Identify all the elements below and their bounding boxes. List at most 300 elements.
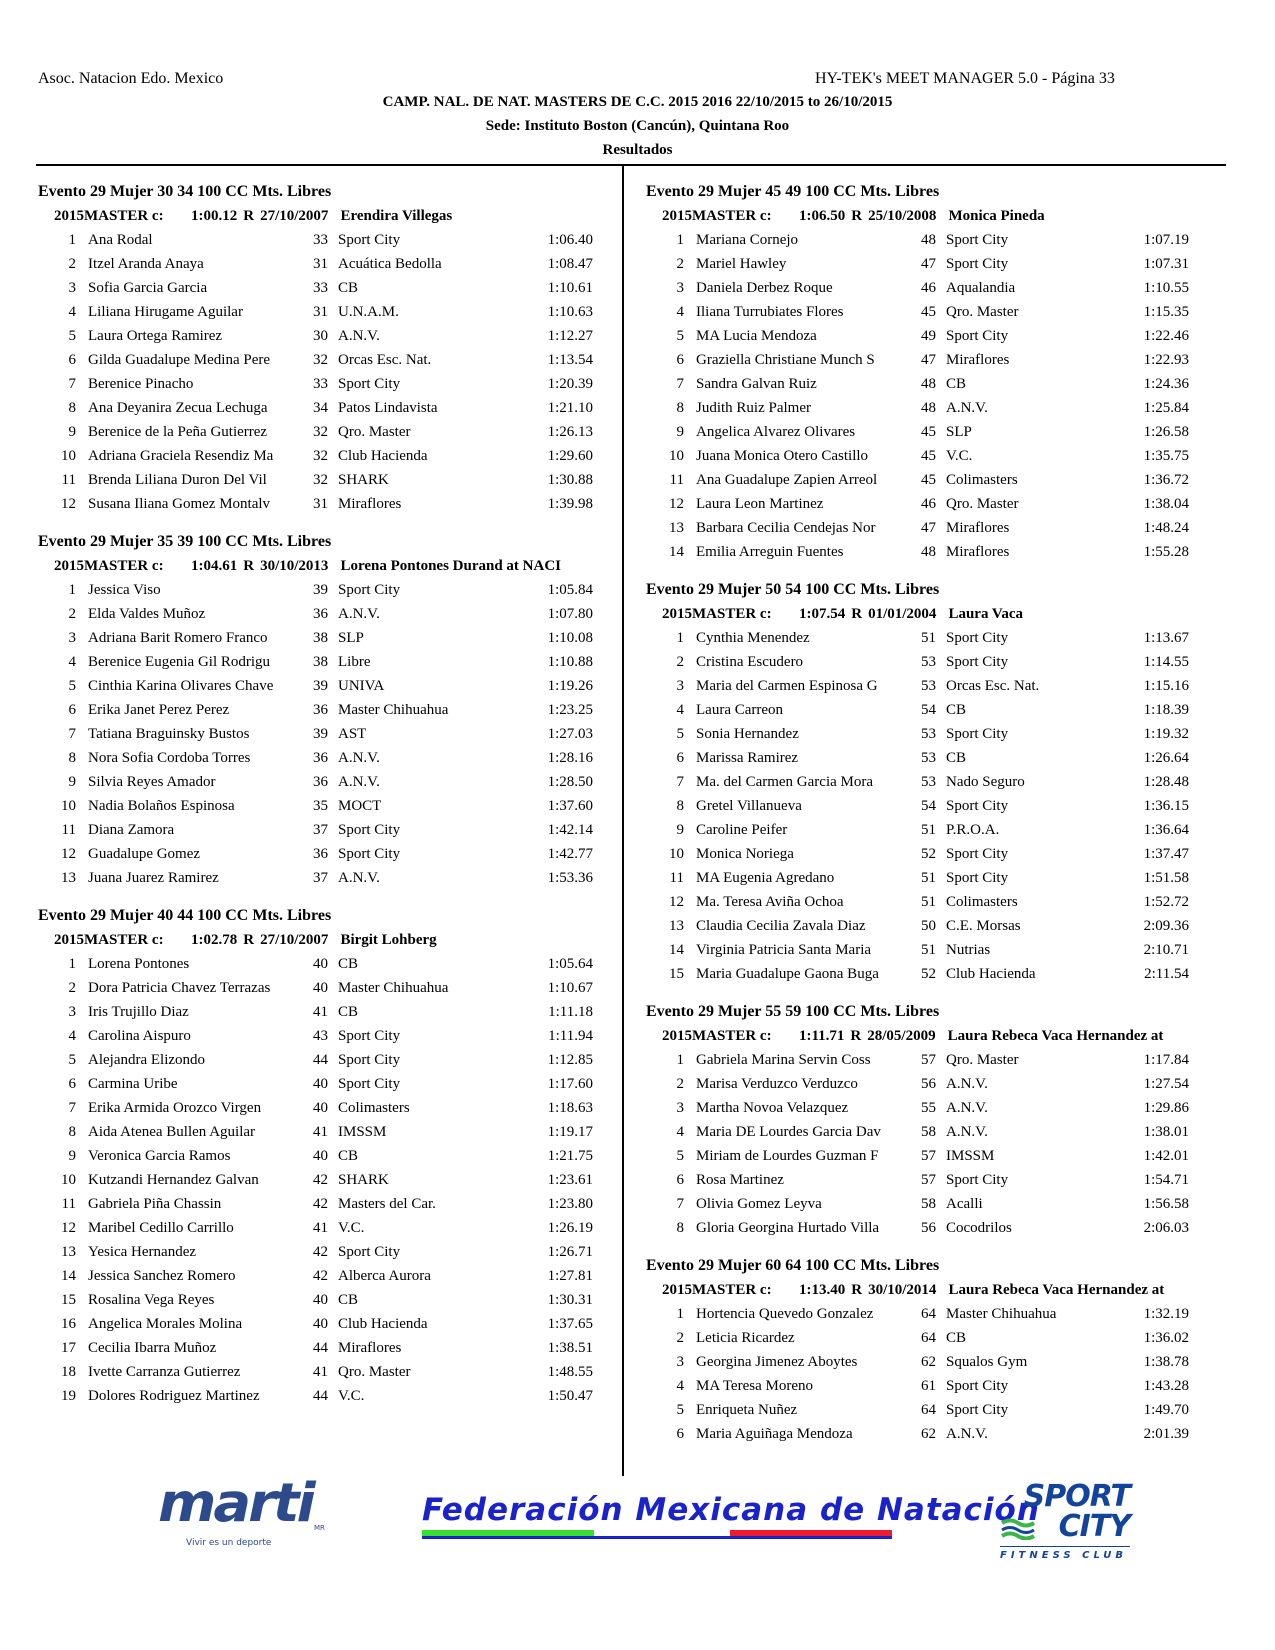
final-time: 1:42.01	[1143, 1148, 1189, 1164]
team: Qro. Master	[946, 1052, 1019, 1068]
team: AST	[338, 726, 367, 742]
swimmer-name: Claudia Cecilia Zavala Diaz	[696, 918, 866, 934]
place: 9	[68, 774, 76, 790]
final-time: 1:17.84	[1143, 1052, 1189, 1068]
place: 3	[676, 280, 684, 296]
age: 35	[313, 798, 328, 814]
age: 51	[921, 942, 936, 958]
record-line	[646, 602, 1216, 626]
swimmer-name: Maria Guadalupe Gaona Buga	[696, 966, 879, 982]
result-row	[646, 746, 1216, 770]
age: 51	[921, 822, 936, 838]
age: 48	[921, 376, 936, 392]
swimmer-name: Alejandra Elizondo	[88, 1052, 206, 1068]
final-time: 1:42.77	[547, 846, 593, 862]
age: 47	[921, 256, 936, 272]
place: 13	[669, 918, 684, 934]
age: 54	[921, 798, 936, 814]
team: MOCT	[338, 798, 382, 814]
age: 34	[313, 400, 328, 416]
swimmer-name: Georgina Jimenez Aboytes	[696, 1354, 858, 1370]
team: A.N.V.	[338, 606, 380, 622]
final-time: 1:08.47	[547, 256, 593, 272]
record-date: 01/01/2004	[868, 606, 937, 622]
fmn-logo	[422, 1492, 1040, 1538]
result-row	[646, 962, 1216, 986]
place: 3	[676, 678, 684, 694]
age: 33	[313, 280, 328, 296]
age: 40	[313, 1292, 328, 1308]
team: Sport City	[338, 376, 401, 392]
swimmer-name: Ana Rodal	[88, 232, 153, 248]
final-time: 1:14.55	[1143, 654, 1189, 670]
result-row	[646, 1350, 1216, 1374]
result-row	[38, 1336, 598, 1360]
place: 12	[61, 496, 76, 512]
place: 7	[676, 376, 684, 392]
team: SLP	[946, 424, 972, 440]
team: A.N.V.	[338, 774, 380, 790]
age: 31	[313, 256, 328, 272]
swimmer-name: Cinthia Karina Olivares Chave	[88, 678, 274, 694]
place: 1	[68, 582, 76, 598]
place: 5	[68, 328, 76, 344]
place: 6	[68, 1076, 76, 1092]
place: 10	[61, 798, 76, 814]
swimmer-name: Berenice Eugenia Gil Rodrigu	[88, 654, 271, 670]
swimmer-name: Erika Janet Perez Perez	[88, 702, 230, 718]
result-row	[646, 914, 1216, 938]
final-time: 1:53.36	[547, 870, 593, 886]
team: A.N.V.	[338, 328, 380, 344]
record-line	[38, 554, 598, 578]
swimmer-name: Laura Carreon	[696, 702, 784, 718]
final-time: 1:36.72	[1143, 472, 1189, 488]
place: 1	[676, 1306, 684, 1322]
record-time: 1:13.40	[799, 1282, 846, 1298]
age: 53	[921, 678, 936, 694]
final-time: 1:15.16	[1143, 678, 1189, 694]
place: 5	[676, 1148, 684, 1164]
swimmer-name: Juana Monica Otero Castillo	[696, 448, 869, 464]
place: 11	[61, 1196, 76, 1212]
final-time: 1:13.67	[1143, 630, 1189, 646]
age: 57	[921, 1052, 936, 1068]
record-line	[646, 204, 1216, 228]
age: 64	[921, 1402, 936, 1418]
result-row	[646, 794, 1216, 818]
marti-tagline: Vivir es un deporte	[186, 1538, 272, 1548]
record-label: 2015MASTER c:	[54, 932, 164, 948]
age: 36	[313, 846, 328, 862]
event-block	[646, 180, 1216, 564]
swimmer-name: Nora Sofia Cordoba Torres	[88, 750, 251, 766]
swimmer-name: Monica Noriega	[696, 846, 794, 862]
final-time: 1:52.72	[1143, 894, 1189, 910]
team: Colimasters	[338, 1100, 410, 1116]
team: Sport City	[946, 726, 1009, 742]
record-date: 27/10/2007	[260, 208, 329, 224]
event-block	[38, 530, 598, 890]
result-row	[38, 324, 598, 348]
age: 62	[921, 1354, 936, 1370]
swimmer-name: Liliana Hirugame Aguilar	[88, 304, 243, 320]
swimmer-name: Susana Iliana Gomez Montalv	[88, 496, 271, 512]
place: 12	[61, 1220, 76, 1236]
place: 4	[676, 1124, 684, 1140]
team: U.N.A.M.	[338, 304, 399, 320]
team: Miraflores	[338, 1340, 402, 1356]
record-holder: Laura Rebeca Vaca Hernandez at	[947, 1028, 1164, 1044]
age: 56	[921, 1076, 936, 1092]
final-time: 1:17.60	[547, 1076, 593, 1092]
team: CB	[338, 956, 359, 972]
swimmer-name: Ma. del Carmen Garcia Mora	[696, 774, 874, 790]
record-date: 25/10/2008	[868, 208, 937, 224]
place: 8	[676, 1220, 684, 1236]
result-row	[38, 1264, 598, 1288]
final-time: 1:29.60	[547, 448, 593, 464]
age: 41	[313, 1124, 328, 1140]
swimmer-name: Jessica Viso	[88, 582, 161, 598]
sportcity-sub: FITNESS CLUB	[1000, 1550, 1128, 1561]
team: Acuática Bedolla	[338, 256, 442, 272]
team: IMSSM	[338, 1124, 387, 1140]
age: 53	[921, 654, 936, 670]
swimmer-name: Lorena Pontones	[88, 956, 190, 972]
result-row	[38, 1096, 598, 1120]
result-row	[38, 1360, 598, 1384]
result-row	[38, 420, 598, 444]
swimmer-name: Ma. Teresa Aviña Ochoa	[696, 894, 844, 910]
age: 41	[313, 1220, 328, 1236]
place: 4	[676, 702, 684, 718]
final-time: 1:25.84	[1143, 400, 1189, 416]
team: Masters del Car.	[338, 1196, 436, 1212]
swimmer-name: Mariel Hawley	[696, 256, 787, 272]
age: 48	[921, 544, 936, 560]
final-time: 1:20.39	[547, 376, 593, 392]
record-time: 1:02.78	[191, 932, 238, 948]
place: 10	[61, 1172, 76, 1188]
swimmer-name: Gabriela Piña Chassin	[88, 1196, 222, 1212]
place: 5	[68, 1052, 76, 1068]
age: 46	[921, 280, 936, 296]
result-row	[646, 348, 1216, 372]
team: A.N.V.	[946, 1426, 988, 1442]
place: 10	[669, 448, 684, 464]
age: 33	[313, 376, 328, 392]
swimmer-name: Sofia Garcia Garcia	[88, 280, 208, 296]
team: SLP	[338, 630, 364, 646]
result-row	[646, 516, 1216, 540]
team: Sport City	[338, 846, 401, 862]
place: 8	[676, 400, 684, 416]
final-time: 1:26.19	[547, 1220, 593, 1236]
swimmer-name: Cecilia Ibarra Muñoz	[88, 1340, 217, 1356]
age: 52	[921, 966, 936, 982]
record-date: 27/10/2007	[260, 932, 329, 948]
swimmer-name: Dolores Rodriguez Martinez	[88, 1388, 260, 1404]
age: 36	[313, 606, 328, 622]
header-right: HY-TEK's MEET MANAGER 5.0 - Página 33	[815, 70, 1115, 87]
result-row	[38, 444, 598, 468]
swimmer-name: Maria DE Lourdes Garcia Dav	[696, 1124, 881, 1140]
final-time: 1:39.98	[547, 496, 593, 512]
team: A.N.V.	[946, 1124, 988, 1140]
result-row	[38, 372, 598, 396]
age: 32	[313, 352, 328, 368]
team: Nutrias	[946, 942, 991, 958]
team: Sport City	[946, 798, 1009, 814]
place: 2	[676, 256, 684, 272]
age: 55	[921, 1100, 936, 1116]
result-row	[38, 396, 598, 420]
place: 3	[68, 1004, 76, 1020]
place: 6	[68, 702, 76, 718]
place: 7	[68, 1100, 76, 1116]
record-line	[38, 204, 598, 228]
place: 19	[61, 1388, 76, 1404]
result-row	[38, 650, 598, 674]
result-row	[646, 1096, 1216, 1120]
swimmer-name: Berenice de la Peña Gutierrez	[88, 424, 268, 440]
result-row	[38, 818, 598, 842]
record-holder: Lorena Pontones Durand at NACI	[340, 558, 562, 574]
result-row	[646, 770, 1216, 794]
record-label: 2015MASTER c:	[54, 558, 164, 574]
swimmer-name: Sonia Hernandez	[696, 726, 799, 742]
place: 11	[61, 472, 76, 488]
age: 39	[313, 726, 328, 742]
result-row	[38, 1384, 598, 1408]
meet-title: CAMP. NAL. DE NAT. MASTERS DE C.C. 2015 2016 22/10/2015 to 26/10/2015	[382, 94, 893, 110]
place: 11	[669, 472, 684, 488]
place: 14	[669, 942, 684, 958]
place: 2	[676, 1330, 684, 1346]
result-row	[646, 420, 1216, 444]
final-time: 1:37.47	[1143, 846, 1189, 862]
result-row	[38, 746, 598, 770]
sportcity-logo	[1000, 1479, 1130, 1561]
result-row	[38, 1072, 598, 1096]
swimmer-name: Erika Armida Orozco Virgen	[88, 1100, 262, 1116]
team: Sport City	[946, 1378, 1009, 1394]
team: CB	[338, 280, 359, 296]
swimmer-name: MA Eugenia Agredano	[696, 870, 835, 886]
age: 62	[921, 1426, 936, 1442]
result-row	[646, 324, 1216, 348]
place: 4	[68, 654, 76, 670]
team: Qro. Master	[946, 304, 1019, 320]
final-time: 1:10.55	[1143, 280, 1189, 296]
age: 31	[313, 496, 328, 512]
team: CB	[338, 1292, 359, 1308]
age: 51	[921, 630, 936, 646]
result-row	[646, 300, 1216, 324]
age: 44	[313, 1388, 328, 1404]
header-left: Asoc. Natacion Edo. Mexico	[38, 70, 224, 87]
team: Orcas Esc. Nat.	[946, 678, 1040, 694]
record-date: 30/10/2013	[260, 558, 329, 574]
team: Sport City	[338, 1244, 401, 1260]
result-row	[38, 1240, 598, 1264]
team: CB	[338, 1004, 359, 1020]
final-time: 1:18.63	[547, 1100, 593, 1116]
team: Miraflores	[338, 496, 402, 512]
team: Qro. Master	[946, 496, 1019, 512]
result-row	[38, 602, 598, 626]
result-row	[38, 578, 598, 602]
place: 3	[68, 630, 76, 646]
swimmer-name: Gabriela Marina Servin Coss	[696, 1052, 871, 1068]
place: 1	[676, 1052, 684, 1068]
event-block	[646, 1000, 1216, 1240]
team: Patos Lindavista	[338, 400, 438, 416]
final-time: 1:19.32	[1143, 726, 1189, 742]
place: 8	[68, 750, 76, 766]
age: 42	[313, 1196, 328, 1212]
team: Club Hacienda	[338, 1316, 428, 1332]
result-row	[646, 1072, 1216, 1096]
team: A.N.V.	[946, 1100, 988, 1116]
age: 49	[921, 328, 936, 344]
final-time: 1:30.31	[547, 1292, 593, 1308]
swimmer-name: Gilda Guadalupe Medina Pere	[88, 352, 271, 368]
place: 7	[68, 376, 76, 392]
team: IMSSM	[946, 1148, 995, 1164]
record-label: 2015MASTER c:	[54, 208, 164, 224]
final-time: 1:19.26	[547, 678, 593, 694]
result-row	[38, 1216, 598, 1240]
result-row	[646, 842, 1216, 866]
age: 31	[313, 304, 328, 320]
swimmer-name: Leticia Ricardez	[696, 1330, 795, 1346]
swimmer-name: Iliana Turrubiates Flores	[696, 304, 844, 320]
age: 30	[313, 328, 328, 344]
record-line	[38, 928, 598, 952]
result-row	[646, 818, 1216, 842]
result-row	[646, 1398, 1216, 1422]
event-title: Evento 29 Mujer 45 49 100 CC Mts. Libres	[646, 183, 940, 200]
final-time: 1:38.04	[1143, 496, 1189, 512]
age: 37	[313, 870, 328, 886]
age: 44	[313, 1340, 328, 1356]
final-time: 2:01.39	[1143, 1426, 1189, 1442]
swimmer-name: Laura Leon Martinez	[696, 496, 824, 512]
result-row	[38, 770, 598, 794]
age: 47	[921, 352, 936, 368]
place: 9	[68, 1148, 76, 1164]
place: 5	[676, 1402, 684, 1418]
result-row	[646, 540, 1216, 564]
final-time: 1:24.36	[1143, 376, 1189, 392]
result-row	[38, 1048, 598, 1072]
event-title: Evento 29 Mujer 60 64 100 CC Mts. Libres	[646, 1257, 940, 1274]
final-time: 1:22.93	[1143, 352, 1189, 368]
team: A.N.V.	[946, 400, 988, 416]
age: 45	[921, 472, 936, 488]
swimmer-name: Virginia Patricia Santa Maria	[696, 942, 872, 958]
age: 42	[313, 1268, 328, 1284]
record-time: 1:11.71	[799, 1028, 845, 1044]
team: Miraflores	[946, 352, 1010, 368]
place: 17	[61, 1340, 76, 1356]
team: V.C.	[338, 1220, 365, 1236]
swimmer-name: Daniela Derbez Roque	[696, 280, 833, 296]
swimmer-name: Iris Trujillo Diaz	[88, 1004, 189, 1020]
result-row	[38, 252, 598, 276]
result-row	[38, 1120, 598, 1144]
column-divider	[622, 166, 624, 1476]
age: 57	[921, 1148, 936, 1164]
result-row	[646, 650, 1216, 674]
team: Sport City	[338, 1052, 401, 1068]
team: A.N.V.	[338, 750, 380, 766]
place: 4	[676, 1378, 684, 1394]
age: 45	[921, 304, 936, 320]
right-column	[646, 180, 1216, 1460]
final-time: 1:11.94	[548, 1028, 593, 1044]
final-time: 1:51.58	[1143, 870, 1189, 886]
place: 4	[676, 304, 684, 320]
result-row	[38, 698, 598, 722]
record-holder: Erendira Villegas	[340, 208, 453, 224]
swimmer-name: Caroline Peifer	[696, 822, 788, 838]
team: Sport City	[338, 822, 401, 838]
left-column	[38, 180, 598, 1422]
age: 38	[313, 630, 328, 646]
final-time: 1:23.61	[547, 1172, 593, 1188]
age: 33	[313, 232, 328, 248]
record-holder: Birgit Lohberg	[340, 932, 437, 948]
record-label: 2015MASTER c:	[662, 1282, 772, 1298]
place: 6	[676, 750, 684, 766]
place: 15	[669, 966, 684, 982]
team: Sport City	[946, 846, 1009, 862]
section-title: Resultados	[602, 142, 673, 158]
swimmer-name: Judith Ruiz Palmer	[696, 400, 811, 416]
result-row	[646, 1120, 1216, 1144]
swimmer-name: Laura Ortega Ramirez	[88, 328, 223, 344]
age: 39	[313, 582, 328, 598]
team: Aqualandia	[946, 280, 1016, 296]
age: 51	[921, 870, 936, 886]
final-time: 1:28.16	[547, 750, 593, 766]
final-time: 1:05.64	[547, 956, 593, 972]
age: 52	[921, 846, 936, 862]
team: Colimasters	[946, 894, 1018, 910]
place: 11	[669, 870, 684, 886]
age: 46	[921, 496, 936, 512]
swimmer-name: Marissa Ramirez	[696, 750, 799, 766]
result-row	[38, 1192, 598, 1216]
record-label: 2015MASTER c:	[662, 606, 772, 622]
record-flag: R	[243, 558, 255, 574]
result-row	[646, 468, 1216, 492]
final-time: 1:54.71	[1143, 1172, 1189, 1188]
place: 9	[68, 424, 76, 440]
place: 3	[68, 280, 76, 296]
sportcity-line2: CITY	[1058, 1509, 1130, 1544]
place: 2	[676, 654, 684, 670]
swimmer-name: Maria Aguiñaga Mendoza	[696, 1426, 853, 1442]
place: 7	[68, 726, 76, 742]
place: 7	[676, 1196, 684, 1212]
sportcity-rule	[1000, 1546, 1130, 1547]
meet-venue: Sede: Instituto Boston (Cancún), Quintana Roo	[485, 118, 790, 134]
age: 48	[921, 232, 936, 248]
